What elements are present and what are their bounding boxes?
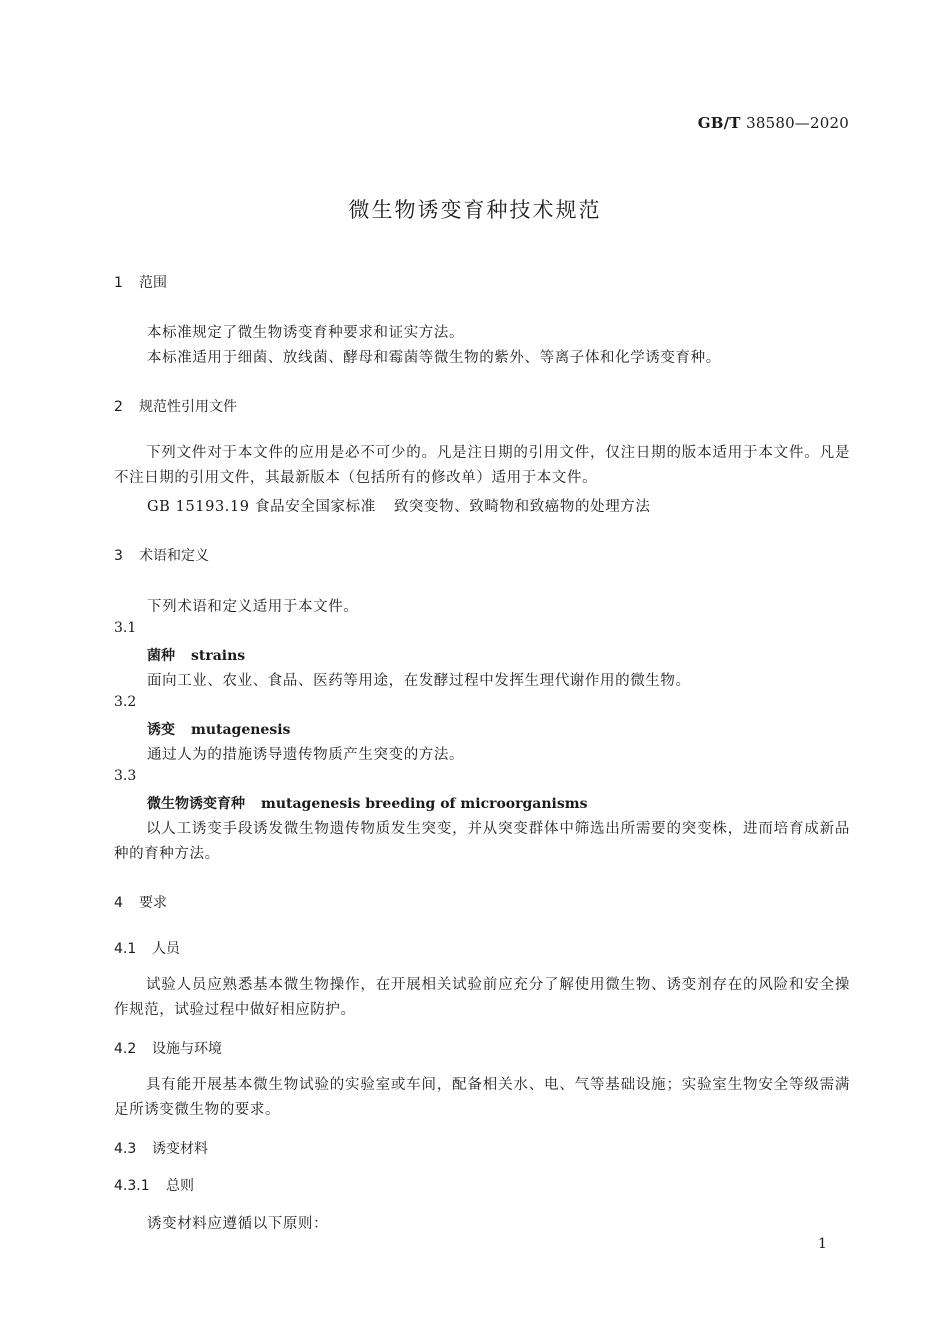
personnel-paragraph: 试验人员应熟悉基本微生物操作，在开展相关试验前应充分了解使用微生物、诱变剂存在的风险和安全操作规范，试验过程中做好相应防护。 [114, 977, 850, 1018]
section-number: 2 [114, 399, 123, 415]
section-number: 4.3.1 [114, 1178, 150, 1194]
term-zh: 菌种 [147, 648, 175, 664]
section-3-heading [114, 545, 209, 565]
section-number: 4.3 [114, 1141, 137, 1157]
section-number: 3 [114, 548, 123, 564]
term-heading [147, 645, 245, 665]
term-definition: 通过人为的措施诱导遗传物质产生突变的方法。 [147, 747, 465, 763]
term-number: 3.1 [114, 620, 137, 636]
term-definition: 以人工诱变手段诱发微生物遗传物质发生突变，并从突变群体中筛选出所需要的突变株，进而培育成新品种的育种方法。 [114, 821, 850, 862]
section-title: 规范性引用文件 [139, 399, 237, 415]
section-number: 4.2 [114, 1041, 137, 1057]
reference-entry [147, 495, 651, 516]
scope-paragraph-2: 本标准适用于细菌、放线菌、酵母和霉菌等微生物的紫外、等离子体和化学诱变育种。 [147, 350, 721, 366]
term-heading [147, 793, 587, 813]
term-heading [147, 719, 290, 739]
document-title: 微生物诱变育种技术规范 [348, 198, 602, 222]
general-principles-paragraph: 诱变材料应遵循以下原则： [147, 1216, 329, 1232]
term-zh: 诱变 [147, 722, 175, 738]
section-4-heading [114, 892, 167, 912]
section-title: 人员 [152, 941, 180, 957]
section-title: 总则 [166, 1178, 194, 1194]
section-title: 要求 [139, 895, 167, 911]
term-number: 3.2 [114, 694, 137, 710]
reference-title: 致突变物、致畸物和致癌物的处理方法 [393, 499, 651, 515]
section-1-heading [114, 272, 167, 292]
term-en: strains [191, 648, 246, 664]
scope-paragraph-1: 本标准规定了微生物诱变育种要求和证实方法。 [147, 325, 465, 341]
section-2-heading [114, 396, 237, 416]
section-title: 术语和定义 [139, 548, 209, 564]
terms-intro: 下列术语和定义适用于本文件。 [147, 599, 359, 615]
section-title: 设施与环境 [152, 1041, 222, 1057]
section-4-2-heading [114, 1038, 222, 1058]
section-title: 诱变材料 [152, 1141, 208, 1157]
section-number: 1 [114, 275, 123, 291]
page-number: 1 [818, 1236, 827, 1252]
term-definition: 面向工业、农业、食品、医药等用途，在发酵过程中发挥生理代谢作用的微生物。 [147, 673, 691, 689]
facilities-paragraph: 具有能开展基本微生物试验的实验室或车间，配备相关水、电、气等基础设施；实验室生物安全等级需满足所诱变微生物的要求。 [114, 1077, 850, 1118]
standard-code [698, 114, 849, 132]
term-zh: 微生物诱变育种 [147, 796, 245, 812]
section-number: 4 [114, 895, 123, 911]
reference-series: 食品安全国家标准 [255, 499, 376, 515]
section-4-3-heading [114, 1138, 208, 1158]
reference-code: GB 15193.19 [147, 499, 250, 515]
standard-number: 38580—2020 [746, 114, 849, 132]
term-en: mutagenesis breeding of microorganisms [261, 796, 588, 812]
standard-prefix: GB/T [697, 114, 741, 132]
normative-references-paragraph: 下列文件对于本文件的应用是必不可少的。凡是注日期的引用文件，仅注日期的版本适用于本文件。凡是不注日期的引用文件，其最新版本（包括所有的修改单）适用于本文件。 [114, 445, 850, 486]
section-4-3-1-heading [114, 1175, 194, 1195]
section-title: 范围 [139, 275, 167, 291]
term-en: mutagenesis [191, 722, 291, 738]
section-number: 4.1 [114, 941, 137, 957]
term-number: 3.3 [114, 768, 137, 784]
section-4-1-heading [114, 938, 180, 958]
